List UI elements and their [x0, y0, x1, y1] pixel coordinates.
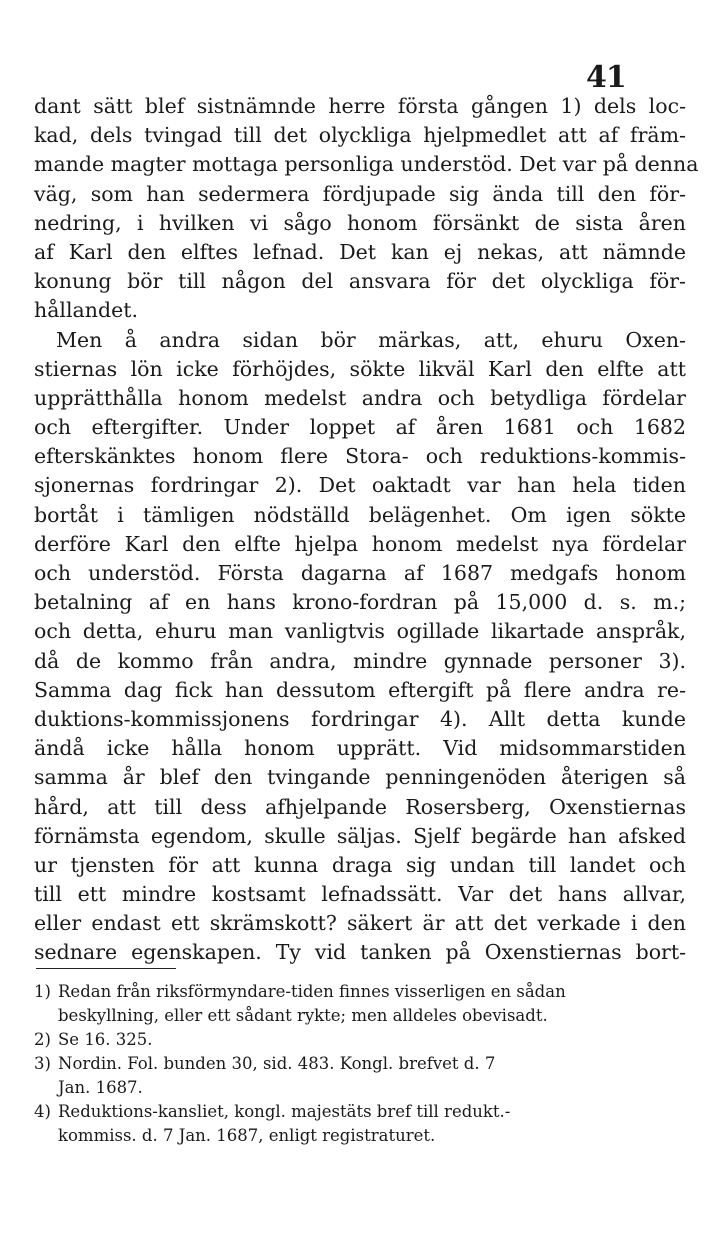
text-line: eller endast ett skrämskott? säkert är att det verkade i den — [34, 911, 686, 936]
footnote — [34, 1052, 686, 1076]
text-line: af Karl den elftes lefnad. Det kan ej nekas, att nämnde — [34, 239, 686, 264]
text-line: sednare egenskapen. Ty vid tanken på Oxenstiernas bort- — [34, 940, 686, 965]
footnote — [34, 1100, 686, 1124]
page-number: 41 — [586, 60, 626, 95]
footnote-text: Jan. 1687. — [58, 1078, 143, 1097]
text-line: nedring, i hvilken vi sågo honom försänkt de sista åren — [34, 210, 686, 235]
text-line: och detta, ehuru man vanligtvis ogillade likartade anspråk, — [34, 619, 686, 644]
footnote-text: Nordin. Fol. bunden 30, sid. 483. Kongl. brefvet d. 7 — [58, 1054, 496, 1073]
text-line: mande magter mottaga personliga understöd. Det var på denna — [34, 152, 699, 177]
text-line: betalning af en hans krono-fordran på 15,000 d. s. m.; — [34, 590, 686, 615]
text-line: Men å andra sidan bör märkas, att, ehuru Oxen- — [56, 327, 686, 352]
text-line: ur tjensten för att kunna draga sig undan till landet och — [34, 852, 686, 877]
text-line: kad, dels tvingad till det olyckliga hjelpmedlet att af främ- — [34, 123, 686, 148]
text-line: och eftergifter. Under loppet af åren 1681 och 1682 — [34, 415, 686, 440]
footnote — [34, 1028, 686, 1052]
text-line: derföre Karl den elfte hjelpa honom medelst nya fördelar — [34, 531, 686, 556]
footnote-divider — [36, 968, 176, 969]
text-line: och understöd. Första dagarna af 1687 medgafs honom — [34, 561, 686, 585]
footnote-number: 1) — [34, 982, 51, 1001]
main-text — [34, 92, 699, 968]
text-line: efterskänktes honom flere Stora- och reduktions-kommis- — [34, 444, 686, 469]
text-line: konung bör till någon del ansvara för det olyckliga för- — [34, 269, 686, 294]
footnote-text: beskyllning, eller ett sådant rykte; men alldeles obevisadt. — [58, 1006, 548, 1025]
text-line: Samma dag fick han dessutom eftergift på flere andra re- — [34, 677, 686, 702]
text-line: då de kommo från andra, mindre gynnade personer 3). — [34, 648, 686, 673]
text-line: förnämsta egendom, skulle säljas. Sjelf begärde han afsked — [34, 823, 686, 848]
text-line: duktions-kommissjonens fordringar 4). Allt detta kunde — [34, 706, 686, 731]
footnotes — [34, 980, 686, 1148]
footnote-text: kommiss. d. 7 Jan. 1687, enligt registraturet. — [58, 1126, 436, 1145]
footnote-number: 4) — [34, 1102, 51, 1121]
text-line: upprätthålla honom medelst andra och betydliga fördelar — [34, 385, 686, 410]
text-line: hård, att till dess afhjelpande Rosersberg, Oxenstiernas — [34, 794, 686, 819]
text-line: till ett mindre kostsamt lefnadssätt. Var det hans allvar, — [34, 882, 686, 907]
footnote-text: Se 16. 325. — [58, 1030, 153, 1049]
text-line: bortåt i tämligen nödställd belägenhet. Om igen sökte — [34, 502, 686, 527]
footnote-text: Reduktions-kansliet, kongl. majestäts bref till redukt.- — [58, 1102, 511, 1121]
text-line: sjonernas fordringar 2). Det oaktadt var han hela tiden — [34, 473, 686, 498]
text-line: dant sätt blef sistnämnde herre första gången 1) dels loc- — [34, 94, 686, 118]
text-line: stiernas lön icke förhöjdes, sökte likväl Karl den elfte att — [34, 356, 686, 381]
footnote — [34, 980, 686, 1004]
text-line: samma år blef den tvingande penningenöden återigen så — [34, 765, 686, 790]
text-line: ändå icke hålla honom upprätt. Vid midsommarstiden — [34, 736, 686, 761]
footnote-number: 3) — [34, 1054, 51, 1073]
footnote-number: 2) — [34, 1030, 51, 1049]
text-line: väg, som han sedermera fördjupade sig ända till den för- — [34, 181, 686, 206]
text-line: hållandet. — [34, 298, 138, 323]
footnote-text: Redan från riksförmyndare-tiden finnes visserligen en sådan — [58, 982, 566, 1001]
